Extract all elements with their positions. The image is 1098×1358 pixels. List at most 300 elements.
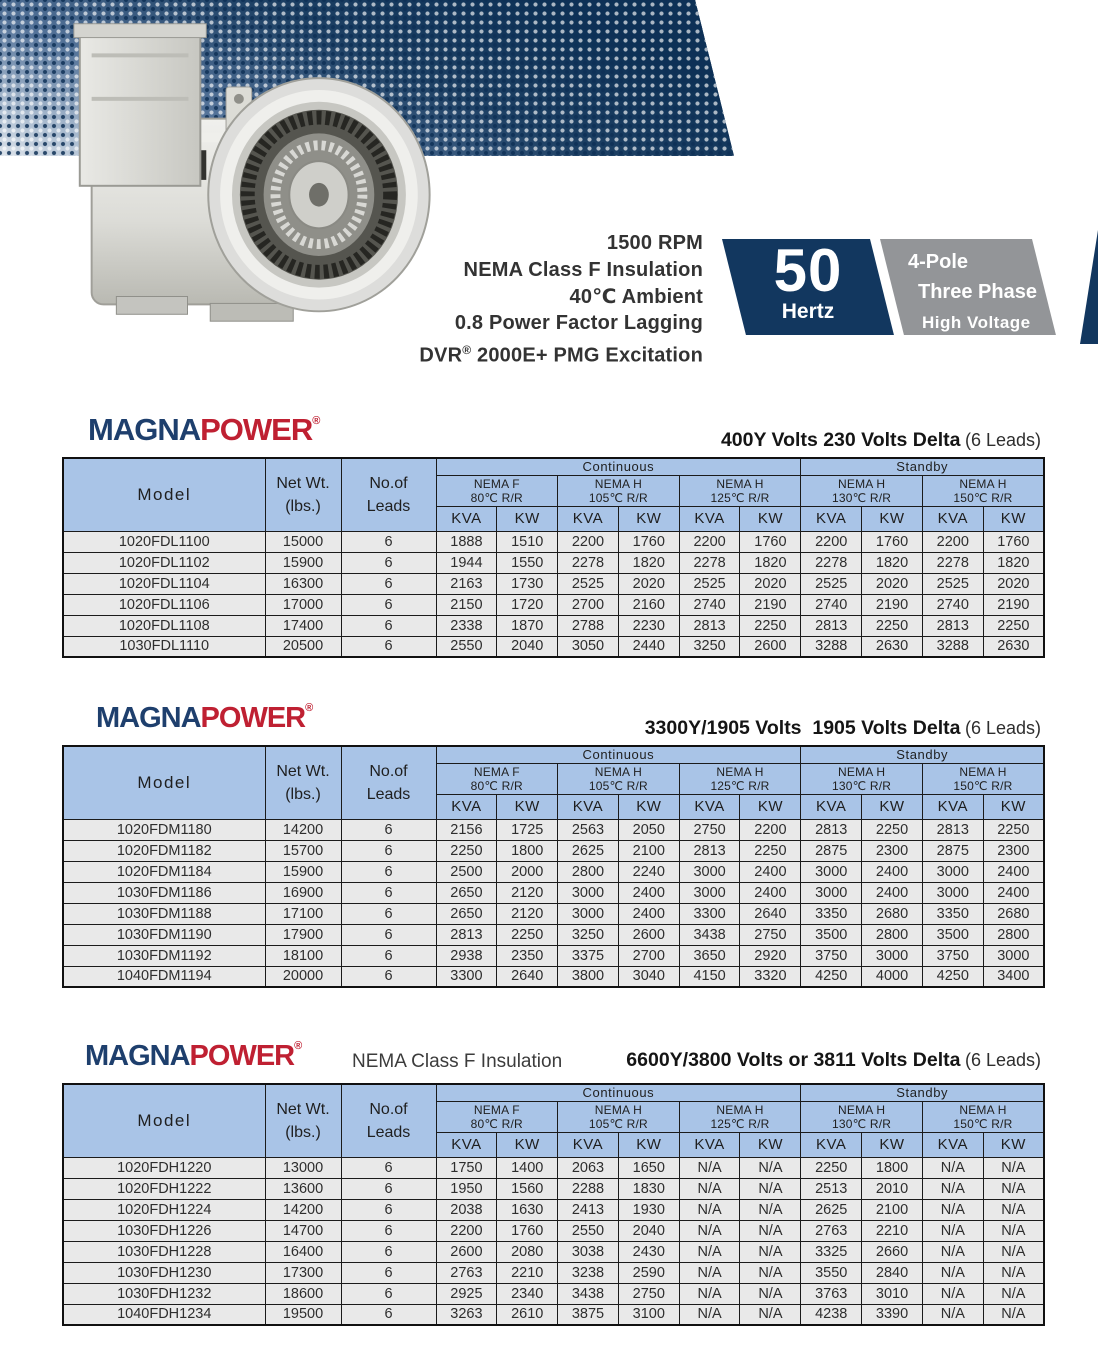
value-cell: 2120 <box>497 903 558 924</box>
value-cell: 2250 <box>436 840 497 861</box>
value-cell: 3500 <box>922 924 983 945</box>
col-kva-header: KVA <box>679 794 740 819</box>
value-cell: 1888 <box>436 531 497 552</box>
table-title: 400Y Volts 230 Volts Delta (6 Leads) <box>720 429 1041 451</box>
value-cell: N/A <box>983 1262 1044 1283</box>
value-cell: 2210 <box>497 1262 558 1283</box>
model-cell: 1020FDM1180 <box>63 819 265 840</box>
col-kva-header: KVA <box>436 794 497 819</box>
col-nemaf80-header: NEMA F 80℃ R/R <box>436 1101 558 1132</box>
model-cell: 1020FDM1184 <box>63 861 265 882</box>
ratings-table-3300y <box>62 745 1045 988</box>
value-cell: 1760 <box>740 531 801 552</box>
table-row <box>63 966 1044 987</box>
model-cell: 1020FDL1104 <box>63 573 265 594</box>
value-cell: 2650 <box>436 903 497 924</box>
value-cell: 6 <box>341 1283 436 1304</box>
value-cell: 14200 <box>265 819 341 840</box>
value-cell: 1725 <box>497 819 558 840</box>
value-cell: 3650 <box>679 945 740 966</box>
col-netwt-header: Net Wt. (lbs.) <box>265 458 341 531</box>
value-cell: 3288 <box>801 636 862 657</box>
value-cell: 4250 <box>922 966 983 987</box>
hertz-unit: Hertz <box>781 300 835 323</box>
value-cell: 2925 <box>436 1283 497 1304</box>
value-cell: 2020 <box>862 573 923 594</box>
col-kw-header: KW <box>618 794 679 819</box>
col-kva-header: KVA <box>436 1132 497 1157</box>
col-continuous-header: Continuous <box>436 746 801 763</box>
value-cell: 6 <box>341 924 436 945</box>
col-kw-header: KW <box>983 1132 1044 1157</box>
value-cell: 6 <box>341 573 436 594</box>
model-cell: 1030FDL1110 <box>63 636 265 657</box>
value-cell: 3250 <box>679 636 740 657</box>
logo-power: POWER <box>200 412 313 447</box>
value-cell: 14200 <box>265 1199 341 1220</box>
table-row <box>63 531 1044 552</box>
value-cell: 3350 <box>922 903 983 924</box>
value-cell: 2440 <box>618 636 679 657</box>
col-standby-header: Standby <box>801 1084 1044 1101</box>
value-cell: 2288 <box>558 1178 619 1199</box>
col-nemah130-header: NEMA H 130℃ R/R <box>801 1101 923 1132</box>
logo-power: POWER <box>189 1040 295 1072</box>
col-nemah105-header: NEMA H 105℃ R/R <box>558 763 680 794</box>
value-cell: 1820 <box>983 552 1044 573</box>
table-row <box>63 636 1044 657</box>
value-cell: 2813 <box>922 819 983 840</box>
value-cell: 2938 <box>436 945 497 966</box>
col-nemah150-header: NEMA H 150℃ R/R <box>922 1101 1044 1132</box>
value-cell: 2050 <box>618 819 679 840</box>
value-cell: 1650 <box>618 1157 679 1178</box>
value-cell: 2300 <box>983 840 1044 861</box>
value-cell: 3550 <box>801 1262 862 1283</box>
col-kva-header: KVA <box>558 1132 619 1157</box>
value-cell: 16300 <box>265 573 341 594</box>
value-cell: 15700 <box>265 840 341 861</box>
col-continuous-header: Continuous <box>436 1084 801 1101</box>
model-cell: 1030FDH1226 <box>63 1220 265 1241</box>
col-standby-header: Standby <box>801 458 1044 475</box>
pole-line: High Voltage <box>922 313 1031 332</box>
value-cell: 2200 <box>558 531 619 552</box>
value-cell: 2413 <box>558 1199 619 1220</box>
value-cell: 3350 <box>801 903 862 924</box>
table-header <box>63 746 1044 819</box>
value-cell: 3000 <box>983 945 1044 966</box>
value-cell: N/A <box>983 1241 1044 1262</box>
col-kw-header: KW <box>740 794 801 819</box>
col-leads-header: No.of Leads <box>341 458 436 531</box>
value-cell: 2240 <box>618 861 679 882</box>
col-kva-header: KVA <box>558 794 619 819</box>
value-cell: 2610 <box>497 1304 558 1325</box>
value-cell: 6 <box>341 1178 436 1199</box>
value-cell: 6 <box>341 1241 436 1262</box>
value-cell: 3300 <box>679 903 740 924</box>
col-nemah150-header: NEMA H 150℃ R/R <box>922 475 1044 506</box>
col-kva-header: KVA <box>801 794 862 819</box>
value-cell: 2040 <box>497 636 558 657</box>
value-cell: 1800 <box>862 1157 923 1178</box>
value-cell: 6 <box>341 819 436 840</box>
value-cell: 3000 <box>922 882 983 903</box>
value-cell: 3438 <box>679 924 740 945</box>
value-cell: 2763 <box>801 1220 862 1241</box>
registered-mark: ® <box>312 415 321 427</box>
value-cell: 2550 <box>558 1220 619 1241</box>
value-cell: 2660 <box>862 1241 923 1262</box>
value-cell: 6 <box>341 1199 436 1220</box>
value-cell: 1820 <box>862 552 923 573</box>
value-cell: 2278 <box>922 552 983 573</box>
value-cell: 18600 <box>265 1283 341 1304</box>
value-cell: 1830 <box>618 1178 679 1199</box>
value-cell: 1760 <box>618 531 679 552</box>
col-netwt-header: Net Wt. (lbs.) <box>265 746 341 819</box>
pole-line: Three Phase <box>918 281 1037 303</box>
value-cell: 3000 <box>679 861 740 882</box>
model-cell: 1030FDH1232 <box>63 1283 265 1304</box>
value-cell: 2500 <box>436 861 497 882</box>
value-cell: 2590 <box>618 1262 679 1283</box>
col-kva-header: KVA <box>558 506 619 531</box>
model-cell: 1020FDH1220 <box>63 1157 265 1178</box>
value-cell: 2400 <box>618 882 679 903</box>
model-cell: 1030FDM1190 <box>63 924 265 945</box>
value-cell: 2278 <box>679 552 740 573</box>
value-cell: N/A <box>679 1241 740 1262</box>
value-cell: 17000 <box>265 594 341 615</box>
value-cell: 3238 <box>558 1262 619 1283</box>
value-cell: 2200 <box>922 531 983 552</box>
col-kva-header: KVA <box>436 506 497 531</box>
value-cell: 2800 <box>983 924 1044 945</box>
value-cell: 6 <box>341 636 436 657</box>
value-cell: 3263 <box>436 1304 497 1325</box>
spec-line: 0.8 Power Factor Lagging <box>454 312 703 335</box>
value-cell: N/A <box>740 1157 801 1178</box>
value-cell: N/A <box>679 1178 740 1199</box>
registered-mark: ® <box>462 343 472 358</box>
table-row <box>63 903 1044 924</box>
value-cell: N/A <box>679 1262 740 1283</box>
table-row <box>63 1241 1044 1262</box>
value-cell: 3010 <box>862 1283 923 1304</box>
value-cell: 2550 <box>436 636 497 657</box>
value-cell: 3000 <box>558 882 619 903</box>
value-cell: 3400 <box>983 966 1044 987</box>
value-cell: 6 <box>341 1262 436 1283</box>
value-cell: 2763 <box>436 1262 497 1283</box>
value-cell: 2813 <box>679 615 740 636</box>
value-cell: 1560 <box>497 1178 558 1199</box>
value-cell: 2200 <box>740 819 801 840</box>
value-cell: 2400 <box>740 882 801 903</box>
value-cell: 3288 <box>922 636 983 657</box>
value-cell: 6 <box>341 552 436 573</box>
value-cell: 3000 <box>801 861 862 882</box>
table-row <box>63 840 1044 861</box>
value-cell: 2100 <box>618 840 679 861</box>
value-cell: 3390 <box>862 1304 923 1325</box>
col-kva-header: KVA <box>922 1132 983 1157</box>
value-cell: 2640 <box>497 966 558 987</box>
value-cell: 2400 <box>983 882 1044 903</box>
value-cell: 6 <box>341 1157 436 1178</box>
table-body <box>63 531 1044 657</box>
value-cell: 2340 <box>497 1283 558 1304</box>
col-nemaf80-header: NEMA F 80℃ R/R <box>436 475 558 506</box>
registered-mark: ® <box>294 1040 303 1052</box>
table-row <box>63 945 1044 966</box>
value-cell: 6 <box>341 861 436 882</box>
value-cell: 2278 <box>801 552 862 573</box>
value-cell: 3000 <box>922 861 983 882</box>
value-cell: 2630 <box>862 636 923 657</box>
col-kw-header: KW <box>497 794 558 819</box>
value-cell: 6 <box>341 594 436 615</box>
value-cell: 1730 <box>497 573 558 594</box>
pole-line: 4-Pole <box>908 251 969 273</box>
value-cell: 2813 <box>436 924 497 945</box>
value-cell: 2740 <box>801 594 862 615</box>
table-row <box>63 615 1044 636</box>
value-cell: 1944 <box>436 552 497 573</box>
value-cell: 3875 <box>558 1304 619 1325</box>
value-cell: 2563 <box>558 819 619 840</box>
value-cell: 3500 <box>801 924 862 945</box>
value-cell: 3750 <box>922 945 983 966</box>
value-cell: 2625 <box>558 840 619 861</box>
value-cell: 2513 <box>801 1178 862 1199</box>
col-nemah150-header: NEMA H 150℃ R/R <box>922 763 1044 794</box>
col-nemah125-header: NEMA H 125℃ R/R <box>679 1101 801 1132</box>
value-cell: 2230 <box>618 615 679 636</box>
value-cell: 2160 <box>618 594 679 615</box>
value-cell: 1800 <box>497 840 558 861</box>
value-cell: 19500 <box>265 1304 341 1325</box>
col-nemah130-header: NEMA H 130℃ R/R <box>801 763 923 794</box>
col-nemah105-header: NEMA H 105℃ R/R <box>558 475 680 506</box>
col-leads-header: No.of Leads <box>341 1084 436 1157</box>
value-cell: 2750 <box>740 924 801 945</box>
value-cell: 2840 <box>862 1262 923 1283</box>
value-cell: N/A <box>740 1262 801 1283</box>
col-kva-header: KVA <box>679 506 740 531</box>
value-cell: 2600 <box>436 1241 497 1262</box>
col-netwt-header: Net Wt. (lbs.) <box>265 1084 341 1157</box>
value-cell: 3750 <box>801 945 862 966</box>
model-cell: 1020FDH1224 <box>63 1199 265 1220</box>
pole-badge-text <box>908 248 1037 338</box>
value-cell: N/A <box>983 1304 1044 1325</box>
value-cell: 4150 <box>679 966 740 987</box>
value-cell: 3800 <box>558 966 619 987</box>
value-cell: N/A <box>922 1262 983 1283</box>
value-cell: 2625 <box>801 1199 862 1220</box>
table-row <box>63 1283 1044 1304</box>
col-kva-header: KVA <box>922 506 983 531</box>
value-cell: 2200 <box>679 531 740 552</box>
banner-edge-sliver <box>1080 230 1098 344</box>
col-kw-header: KW <box>497 506 558 531</box>
magnapower-logo <box>85 1041 302 1071</box>
value-cell: 2250 <box>862 615 923 636</box>
value-cell: 2020 <box>983 573 1044 594</box>
spec-line: 1500 RPM <box>606 232 703 254</box>
col-kw-header: KW <box>618 1132 679 1157</box>
value-cell: 6 <box>341 966 436 987</box>
value-cell: 2020 <box>618 573 679 594</box>
value-cell: 2600 <box>618 924 679 945</box>
value-cell: 2190 <box>740 594 801 615</box>
value-cell: 2250 <box>801 1157 862 1178</box>
col-kw-header: KW <box>983 506 1044 531</box>
value-cell: 3300 <box>436 966 497 987</box>
value-cell: 6 <box>341 1220 436 1241</box>
col-model-header: Model <box>63 458 265 531</box>
value-cell: N/A <box>922 1304 983 1325</box>
value-cell: 3325 <box>801 1241 862 1262</box>
value-cell: 15900 <box>265 552 341 573</box>
col-kw-header: KW <box>497 1132 558 1157</box>
logo-magna: MAGNA <box>85 1040 190 1072</box>
value-cell: 2040 <box>618 1220 679 1241</box>
col-kw-header: KW <box>862 506 923 531</box>
value-cell: 2875 <box>801 840 862 861</box>
value-cell: 1510 <box>497 531 558 552</box>
col-kw-header: KW <box>740 506 801 531</box>
value-cell: 15000 <box>265 531 341 552</box>
value-cell: 2813 <box>801 819 862 840</box>
value-cell: N/A <box>740 1220 801 1241</box>
value-cell: N/A <box>740 1304 801 1325</box>
value-cell: 3038 <box>558 1241 619 1262</box>
value-cell: 2000 <box>497 861 558 882</box>
col-kw-header: KW <box>740 1132 801 1157</box>
value-cell: 15900 <box>265 861 341 882</box>
ratings-table-400y <box>62 457 1045 658</box>
hertz-value: 50 <box>773 237 843 304</box>
value-cell: N/A <box>679 1157 740 1178</box>
value-cell: N/A <box>922 1199 983 1220</box>
magnapower-logo <box>96 703 313 733</box>
value-cell: 6 <box>341 903 436 924</box>
table-row <box>63 1157 1044 1178</box>
col-kw-header: KW <box>862 1132 923 1157</box>
table-row <box>63 861 1044 882</box>
value-cell: 2350 <box>497 945 558 966</box>
value-cell: 3040 <box>618 966 679 987</box>
value-cell: 4000 <box>862 966 923 987</box>
table-header <box>63 1084 1044 1157</box>
model-cell: 1030FDH1230 <box>63 1262 265 1283</box>
value-cell: 2400 <box>740 861 801 882</box>
model-cell: 1020FDH1222 <box>63 1178 265 1199</box>
table-row <box>63 819 1044 840</box>
value-cell: 6 <box>341 945 436 966</box>
value-cell: 2200 <box>801 531 862 552</box>
value-cell: 2400 <box>618 903 679 924</box>
value-cell: 2063 <box>558 1157 619 1178</box>
model-cell: 1030FDM1188 <box>63 903 265 924</box>
value-cell: 2156 <box>436 819 497 840</box>
value-cell: 16400 <box>265 1241 341 1262</box>
value-cell: N/A <box>983 1157 1044 1178</box>
value-cell: 2250 <box>497 924 558 945</box>
table-row <box>63 1220 1044 1241</box>
value-cell: 1760 <box>862 531 923 552</box>
col-kva-header: KVA <box>679 1132 740 1157</box>
generator-photo <box>20 2 440 338</box>
table-title: 6600Y/3800 Volts or 3811 Volts Delta (6 Leads) <box>626 1049 1041 1071</box>
value-cell: 1760 <box>983 531 1044 552</box>
value-cell: 1950 <box>436 1178 497 1199</box>
logo-magna: MAGNA <box>96 702 201 734</box>
model-cell: 1040FDM1194 <box>63 966 265 987</box>
spec-line: DVR® 2000E+ PMG Excitation <box>419 343 703 367</box>
col-nemah105-header: NEMA H 105℃ R/R <box>558 1101 680 1132</box>
value-cell: N/A <box>679 1304 740 1325</box>
value-cell: 18100 <box>265 945 341 966</box>
col-kw-header: KW <box>618 506 679 531</box>
terminal-box <box>74 24 206 186</box>
value-cell: 3250 <box>558 924 619 945</box>
table-title: 3300Y/1905 Volts 1905 Volts Delta (6 Leads) <box>644 717 1041 739</box>
value-cell: 3320 <box>740 966 801 987</box>
value-cell: 6 <box>341 615 436 636</box>
value-cell: 16900 <box>265 882 341 903</box>
value-cell: N/A <box>922 1220 983 1241</box>
value-cell: 2650 <box>436 882 497 903</box>
col-kw-header: KW <box>862 794 923 819</box>
col-model-header: Model <box>63 1084 265 1157</box>
value-cell: N/A <box>983 1178 1044 1199</box>
value-cell: 17400 <box>265 615 341 636</box>
value-cell: 2080 <box>497 1241 558 1262</box>
table-row <box>63 1304 1044 1325</box>
value-cell: 1820 <box>618 552 679 573</box>
col-model-header: Model <box>63 746 265 819</box>
value-cell: 2525 <box>558 573 619 594</box>
col-kva-header: KVA <box>922 794 983 819</box>
value-cell: 20000 <box>265 966 341 987</box>
model-cell: 1020FDL1100 <box>63 531 265 552</box>
value-cell: 1400 <box>497 1157 558 1178</box>
value-cell: 2750 <box>679 819 740 840</box>
value-cell: 17100 <box>265 903 341 924</box>
value-cell: 2400 <box>862 861 923 882</box>
value-cell: N/A <box>679 1199 740 1220</box>
value-cell: N/A <box>983 1199 1044 1220</box>
value-cell: 1720 <box>497 594 558 615</box>
value-cell: 17300 <box>265 1262 341 1283</box>
model-cell: 1040FDH1234 <box>63 1304 265 1325</box>
insulation-note: NEMA Class F Insulation <box>352 1051 563 1072</box>
value-cell: 2920 <box>740 945 801 966</box>
value-cell: 3763 <box>801 1283 862 1304</box>
value-cell: 1870 <box>497 615 558 636</box>
value-cell: N/A <box>679 1220 740 1241</box>
model-cell: 1020FDL1106 <box>63 594 265 615</box>
col-standby-header: Standby <box>801 746 1044 763</box>
value-cell: 2250 <box>740 840 801 861</box>
col-nemah125-header: NEMA H 125℃ R/R <box>679 475 801 506</box>
logo-magna: MAGNA <box>88 412 201 447</box>
